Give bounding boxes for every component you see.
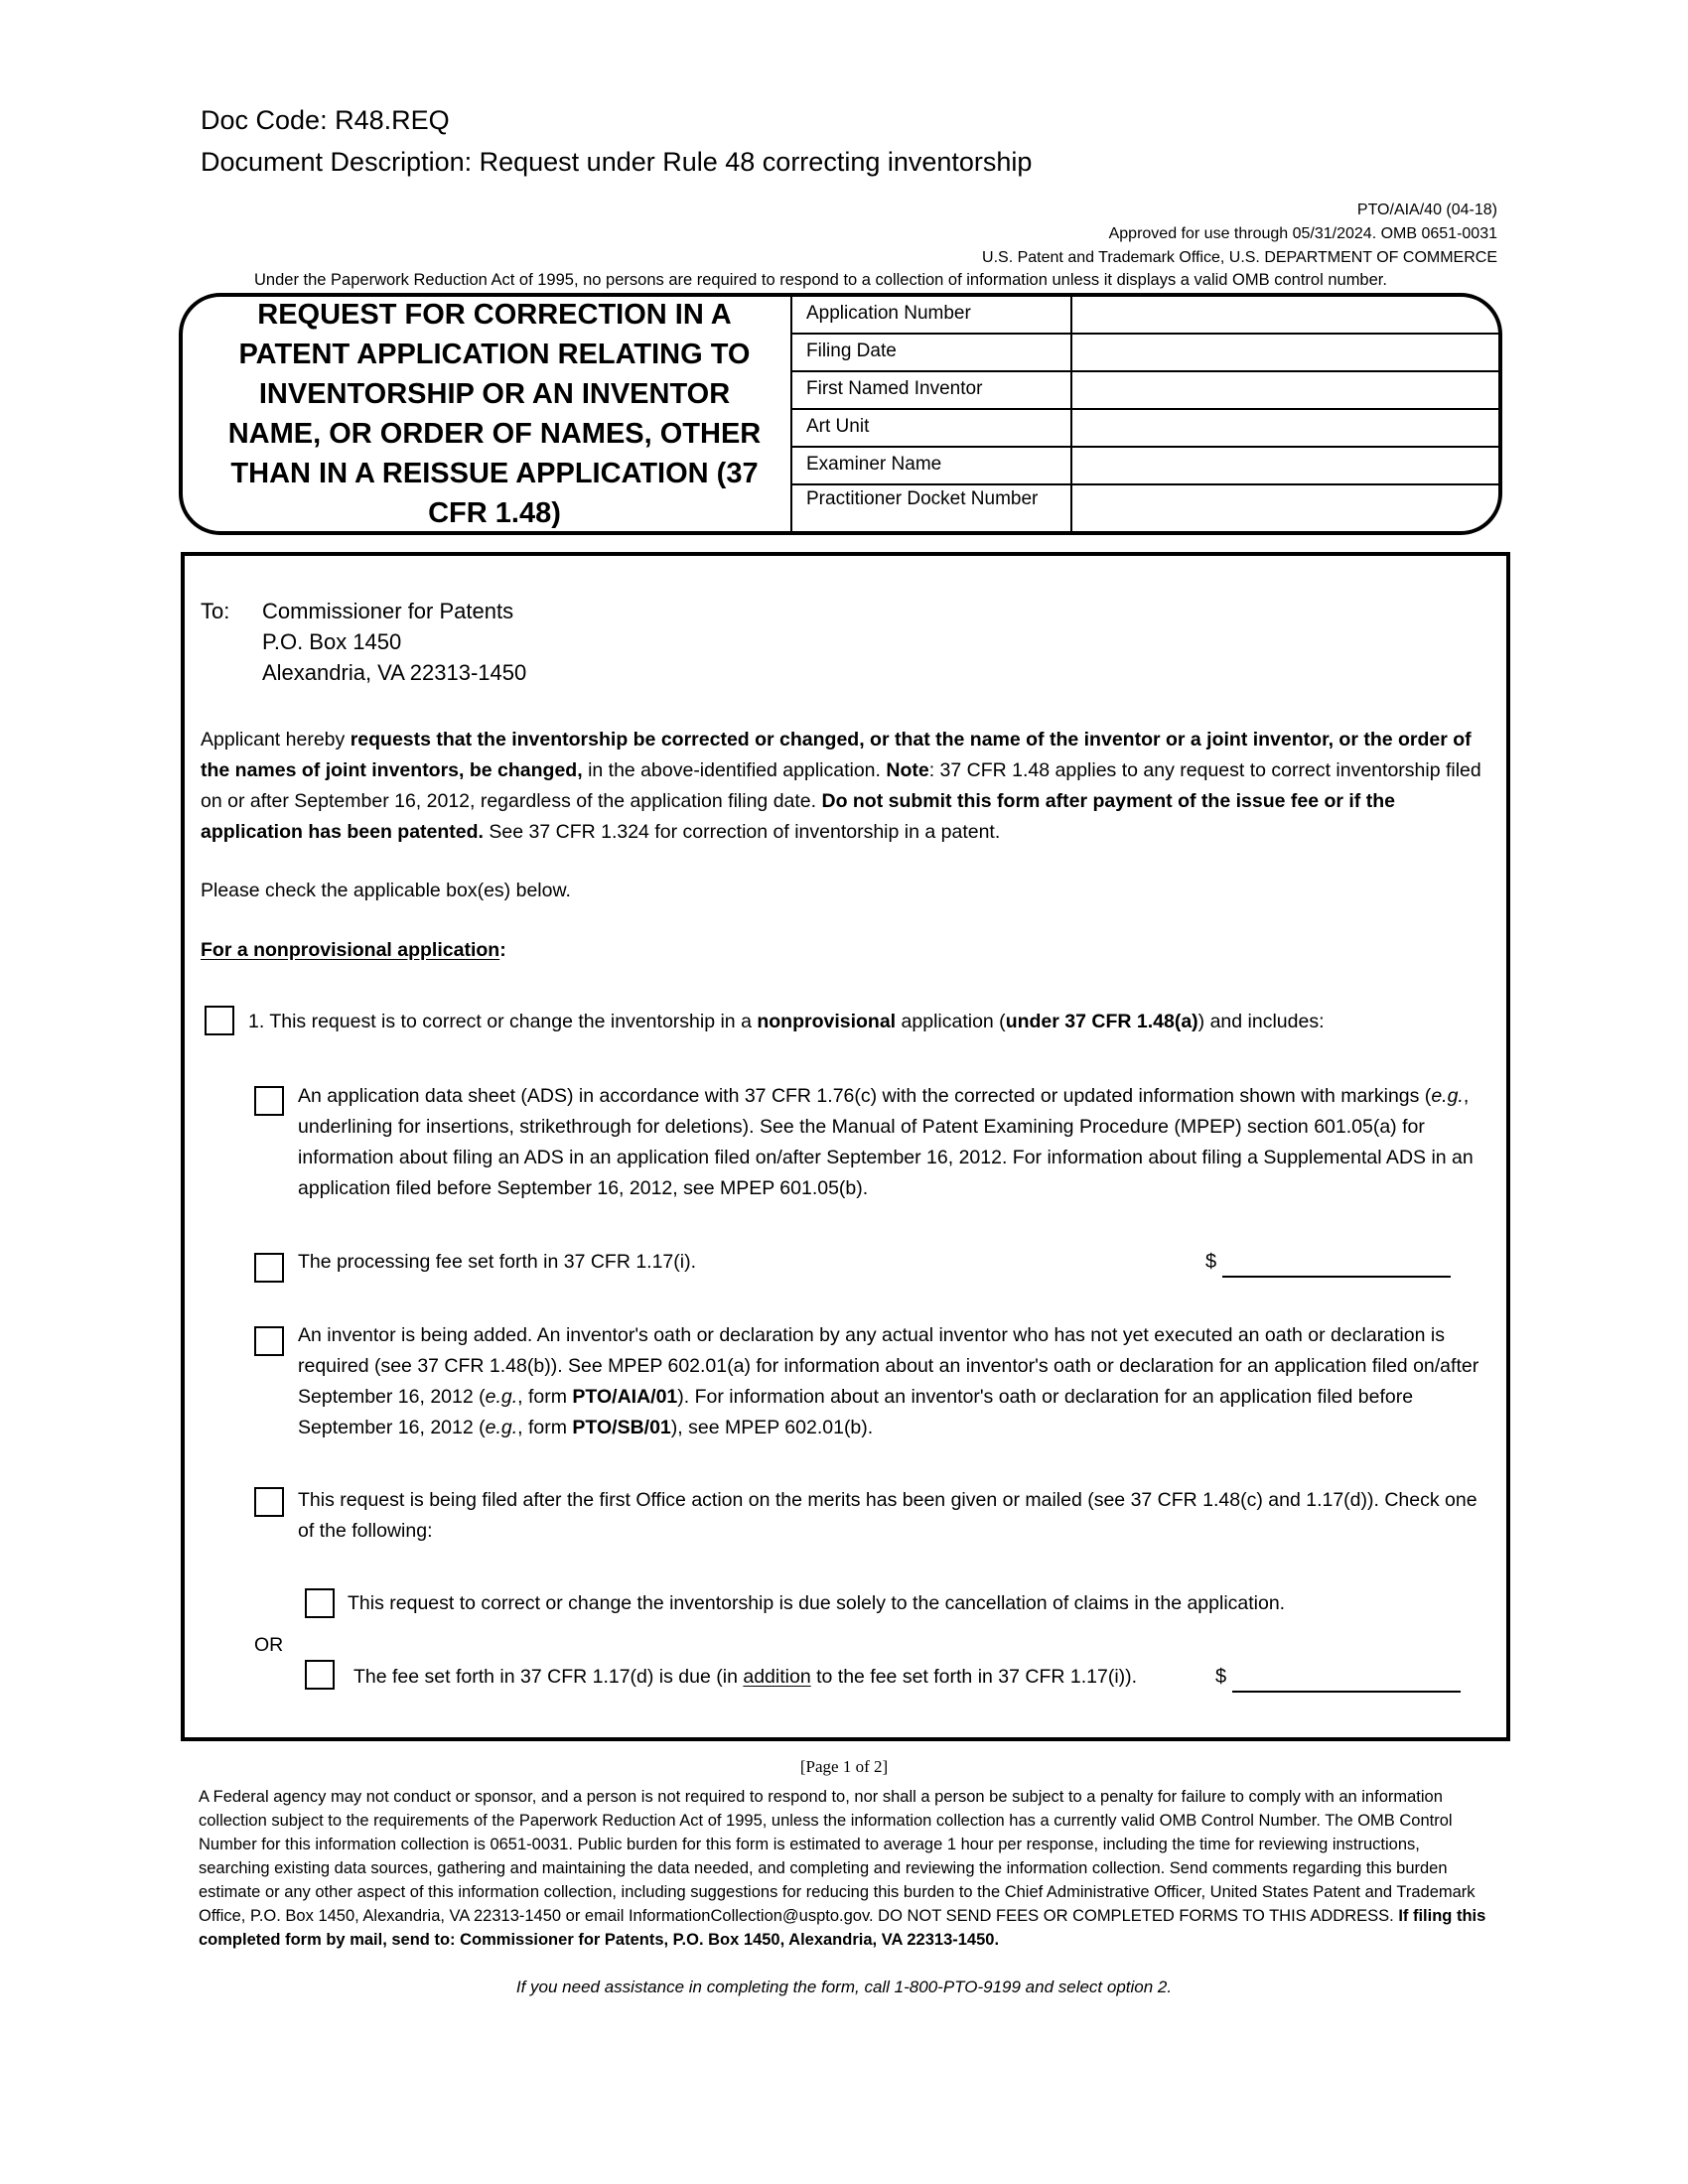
row-first-named-inventor [792,372,1498,410]
form-metadata [982,199,1497,270]
row-examiner-name [792,448,1498,485]
burden-text: A Federal agency may not conduct or sponsor, and a person is not required to respond to, nor shall a person be subject to a penalty for failure to comply with an information collection subject to the requirements of the Paperwork Reduction Act of 1995, unless the information collection has a currently valid OMB Control Number. The OMB Control Number for this information collection is 0651-0031. Public burden for this form is estimated to average 1 hour per response, including the time for reviewing instructions, searching existing data sources, gathering and maintaining the data needed, and completing and reviewing the information collection. Send comments regarding this burden estimate or any other aspect of this information collection, including suggestions for reducing this burden to the Chief Administrative Officer, United States Patent and Trademark Office, P.O. Box 1450, Alexandria, VA 22313-1450 or email InformationCollection@uspto.gov. DO NOT SEND FEES OR COMPLETED FORMS TO THIS ADDRESS. [199,1788,1476,1925]
inventor-text-part: , form [517,1386,567,1408]
fee-text-part: The fee set forth in 37 CFR 1.17(d) is due (in [353,1666,738,1688]
row-application-number [792,297,1498,335]
form-title: REQUEST FOR CORRECTION IN A PATENT APPLICATION RELATING TO INVENTORSHIP OR AN INVENTOR NAME, OR ORDER OF NAMES, OTHER THAN IN A REISSUE APPLICATION (37 CFR 1.48) [183,297,792,531]
cancellation-claims-checkbox[interactable] [305,1588,335,1618]
eg-italic: e.g. [1431,1085,1464,1107]
inventor-added-text [298,1320,1499,1443]
field-label: Examiner Name [792,448,1072,483]
currency-symbol: $ [1215,1666,1227,1688]
or-label: OR [254,1634,284,1656]
to-label: To: [201,599,230,623]
intro-text: : 37 CFR 1.48 applies to any request to correct inventorship filed on or after September 16, 2012, regardless of the application filing date. [201,759,1481,812]
ads-text-part: An application data sheet (ADS) in accordance with 37 CFR 1.76(c) with the corrected or updated information shown with markings ( [298,1085,1432,1107]
cancellation-claims-text: This request to correct or change the inventorship is due solely to the cancellation of claims in the application. [348,1592,1286,1614]
note-label: Note [886,759,929,781]
omb-approval: Approved for use through 05/31/2024. OMB 0651-0031 [1108,225,1497,242]
recipient-address [262,596,526,688]
inventor-added-checkbox[interactable] [254,1326,284,1356]
page-number: [Page 1 of 2] [799,1757,889,1776]
fee-117d-checkbox[interactable] [305,1660,335,1690]
form-id: PTO/SB/01 [572,1417,671,1438]
processing-fee-amount [1205,1247,1451,1278]
field-label: First Named Inventor [792,372,1072,408]
processing-fee-checkbox[interactable] [254,1253,284,1283]
doc-code: Doc Code: R48.REQ [201,105,450,135]
field-label: Practitioner Docket Number [792,485,1072,531]
row-practitioner-docket [792,485,1498,531]
item1-text [248,1007,1325,1037]
fee-text-part: to the fee set forth in 37 CFR 1.17(i)). [816,1666,1138,1688]
field-label: Filing Date [792,335,1072,370]
mail-instruction: If filing this completed form by mail, send to: Commissioner for Patents, P.O. Box 1450, Alexandria, VA 22313-1450. [199,1907,1486,1949]
burden-statement [199,1785,1489,1952]
fee-117d-amount [1215,1662,1461,1693]
intro-text: See 37 CFR 1.324 for correction of inventorship in a patent. [489,821,1001,843]
section-heading [201,935,506,966]
section-heading-text: For a nonprovisional application [201,939,500,961]
inventor-text-part: An inventor is being added. An inventor's oath or declaration by any actual inventor who has not yet executed an oath or declaration is required (see 37 CFR 1.48(b)). See MPEP 602.01(a) for information about an inventor's oath or declaration for an application filed on/after September 16, 2012 ( [298,1324,1479,1408]
item1-checkbox[interactable] [205,1006,234,1035]
first-named-inventor-field[interactable] [1072,372,1498,408]
inventor-text-part: , form [517,1417,567,1438]
address-line: P.O. Box 1450 [262,629,402,654]
address-line: Commissioner for Patents [262,599,514,623]
processing-fee-text: The processing fee set forth in 37 CFR 1.17(i). [298,1251,697,1273]
examiner-name-field[interactable] [1072,448,1498,483]
inventor-text-part: ). For information about an inventor's oath or declaration for an application filed before September 16, 2012 ( [298,1386,1414,1438]
help-line: If you need assistance in completing the form, call 1-800-PTO-9199 and select option 2. [515,1978,1173,1996]
ads-checkbox[interactable] [254,1086,284,1116]
header-box [179,293,1502,535]
art-unit-field[interactable] [1072,410,1498,446]
application-number-field[interactable] [1072,297,1498,333]
item1-text-part: application ( [901,1011,1006,1032]
doc-description: Document Description: Request under Rule 48 correcting inventorship [201,147,1033,177]
filing-date-field[interactable] [1072,335,1498,370]
intro-text: in the above-identified application. [588,759,881,781]
after-office-action-text: This request is being filed after the first Office action on the merits has been given or mailed (see 37 CFR 1.48(c) and 1.17(d)). Check one of the following: [298,1489,1477,1542]
section-colon: : [499,939,506,961]
fee-underline: addition [743,1666,811,1688]
item1-rule: under 37 CFR 1.48(a) [1005,1011,1198,1032]
fee-117d-amount-field[interactable] [1232,1669,1461,1693]
intro-bold: requests that the inventorship be corrected or changed, or that the name of the inventor or a joint inventor, or the order of the names of joint inventors, be changed, [201,729,1472,781]
inventor-text-part: ), see MPEP 602.01(b). [670,1417,874,1438]
address-line: Alexandria, VA 22313-1450 [262,660,527,685]
item1-text-part: ) and includes: [1197,1011,1325,1032]
form-number: PTO/AIA/40 (04-18) [1356,202,1497,218]
eg-italic: e.g. [485,1417,518,1438]
doc-header [201,99,1032,183]
item1-text-part: 1. This request is to correct or change the inventorship in a [248,1011,752,1032]
practitioner-docket-field[interactable] [1072,485,1498,531]
agency-name: U.S. Patent and Trademark Office, U.S. DEPARTMENT OF COMMERCE [982,249,1497,266]
intro-text: Applicant hereby [201,729,346,751]
currency-symbol: $ [1205,1251,1217,1273]
check-prompt: Please check the applicable box(es) below. [201,880,571,901]
ads-text [298,1081,1489,1204]
field-label: Application Number [792,297,1072,333]
intro-paragraph [201,725,1491,848]
field-label: Art Unit [792,410,1072,446]
row-art-unit [792,410,1498,448]
eg-italic: e.g. [485,1386,518,1408]
item1-bold: nonprovisional [757,1011,897,1032]
ads-text-part: , underlining for insertions, strikethrough for deletions). See the Manual of Patent Examining Procedure (MPEP) section 601.05(a) for information about filing an ADS in an application filed on/after September 16, 2012. For information about filing a Supplemental ADS in an application filed before September 16, 2012, see MPEP 601.05(b). [298,1085,1474,1199]
processing-fee-amount-field[interactable] [1222,1254,1451,1278]
fee-117d-text [353,1662,1137,1693]
row-filing-date [792,335,1498,372]
form-id: PTO/AIA/01 [572,1386,678,1408]
after-office-action-checkbox[interactable] [254,1487,284,1517]
application-info-table [792,297,1498,531]
paperwork-notice: Under the Paperwork Reduction Act of 1995, no persons are required to respond to a collection of information unless it displays a valid OMB control number. [254,271,1387,289]
intro-warning: Do not submit this form after payment of the issue fee or if the application has been patented. [201,790,1395,843]
